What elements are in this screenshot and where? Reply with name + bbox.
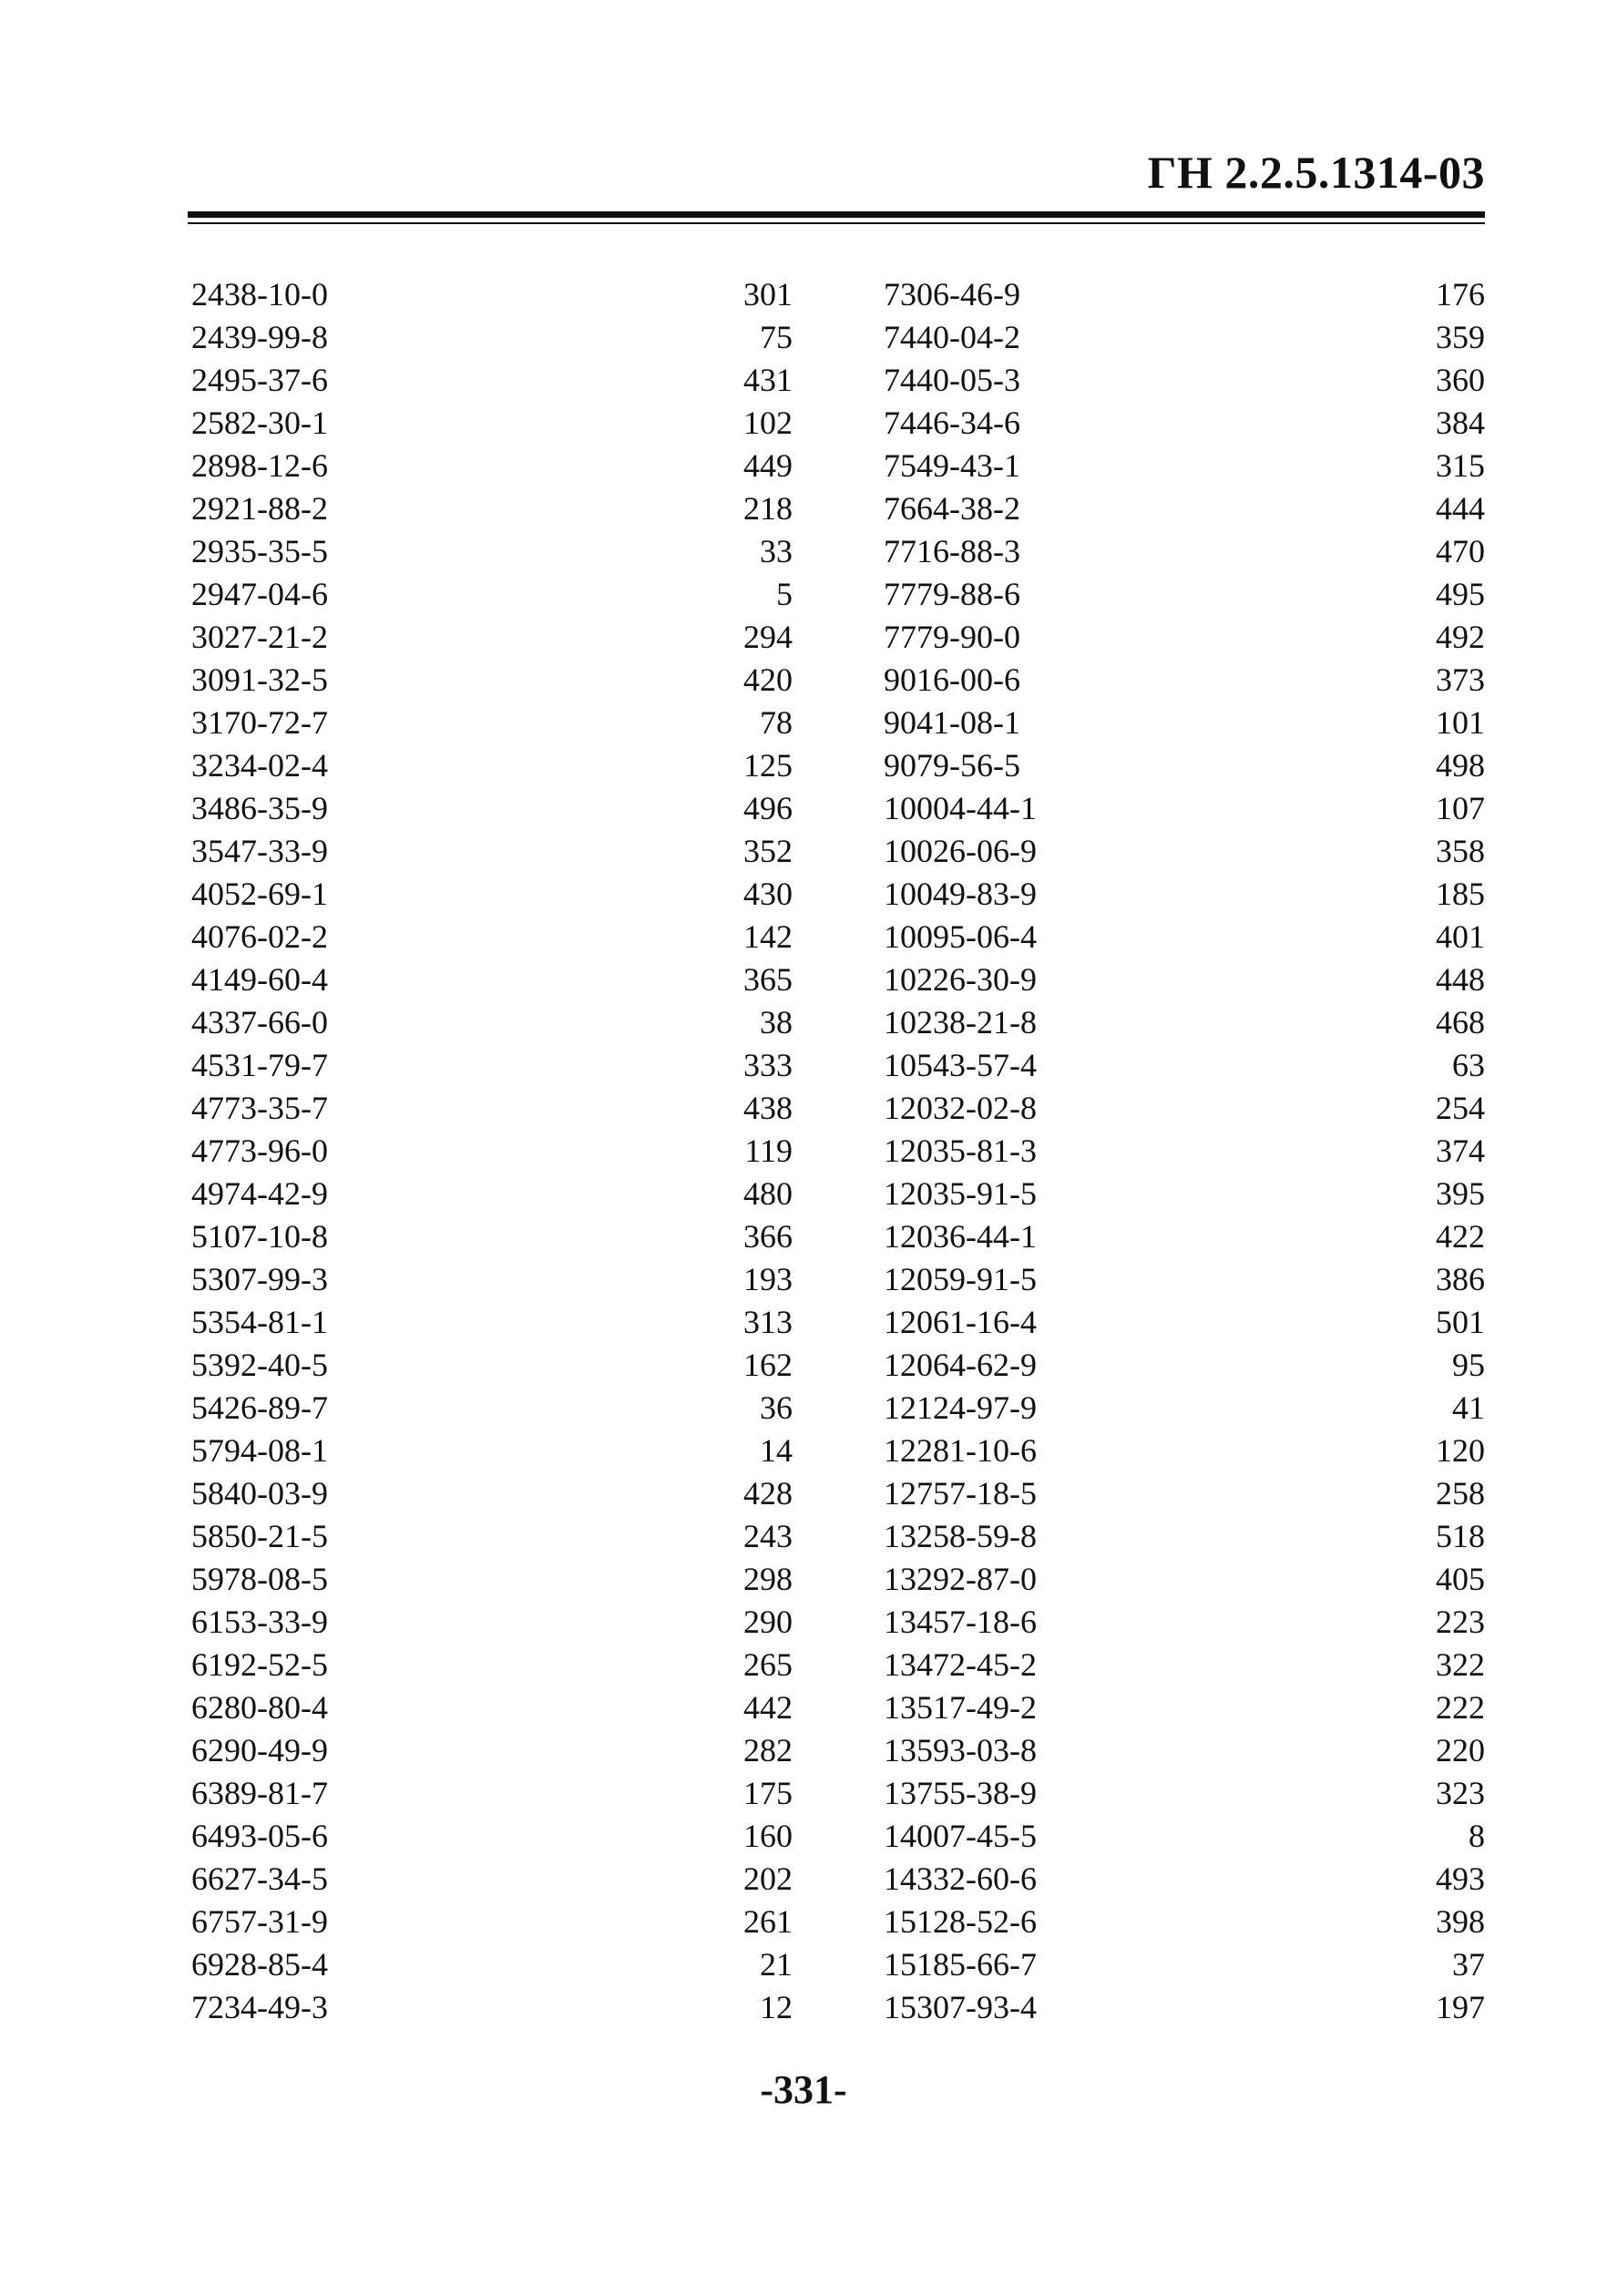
cas-number-left: 3027-21-2: [191, 619, 328, 655]
entry-number-left: 193: [743, 1261, 793, 1297]
cas-number-right: 12281-10-6: [884, 1432, 1037, 1469]
table-row: [191, 916, 1485, 958]
entry-number-right: 448: [1436, 961, 1485, 998]
entry-number-left: 313: [743, 1304, 793, 1340]
entry-number-right: 374: [1436, 1133, 1485, 1169]
cas-number-right: 7779-88-6: [884, 576, 1020, 612]
table-row: [191, 1686, 1485, 1729]
entry-number-left: 480: [743, 1175, 793, 1212]
entry-number-left: 431: [743, 362, 793, 398]
cas-number-right: 9016-00-6: [884, 661, 1020, 698]
table-row: [191, 445, 1485, 487]
table-row: [191, 487, 1485, 530]
table-row: [191, 1943, 1485, 1986]
table-row: [191, 359, 1485, 402]
cas-number-left: 6757-31-9: [191, 1903, 328, 1940]
entry-number-left: 14: [760, 1432, 793, 1469]
cas-number-left: 3091-32-5: [191, 661, 328, 698]
cas-number-right: 7716-88-3: [884, 533, 1020, 569]
entry-number-right: 185: [1436, 876, 1485, 912]
table-row: [191, 1601, 1485, 1644]
entry-number-left: 261: [743, 1903, 793, 1940]
cas-number-left: 4773-35-7: [191, 1090, 328, 1126]
table-row: [191, 830, 1485, 873]
cas-number-left: 3234-02-4: [191, 747, 328, 784]
cas-number-right: 9041-08-1: [884, 704, 1020, 741]
cas-number-left: 2438-10-0: [191, 276, 328, 313]
cas-number-right: 12032-02-8: [884, 1090, 1037, 1126]
header-rule-thin: [188, 222, 1485, 224]
cas-number-right: 12064-62-9: [884, 1347, 1037, 1383]
table-row: [191, 1044, 1485, 1087]
cas-number-right: 9079-56-5: [884, 747, 1020, 784]
entry-number-right: 468: [1436, 1004, 1485, 1040]
entry-number-right: 101: [1436, 704, 1485, 741]
entry-number-left: 78: [760, 704, 793, 741]
entry-number-right: 405: [1436, 1561, 1485, 1597]
table-row: [191, 1472, 1485, 1515]
entry-number-left: 438: [743, 1090, 793, 1126]
entry-number-right: 492: [1436, 619, 1485, 655]
entry-number-left: 142: [743, 918, 793, 955]
entry-number-left: 36: [760, 1389, 793, 1426]
cas-number-left: 5354-81-1: [191, 1304, 328, 1340]
entry-number-right: 120: [1436, 1432, 1485, 1469]
entry-number-right: 498: [1436, 747, 1485, 784]
entry-number-left: 218: [743, 490, 793, 527]
entry-number-right: 323: [1436, 1775, 1485, 1811]
table-row: [191, 1772, 1485, 1815]
entry-number-left: 333: [743, 1047, 793, 1083]
cas-number-left: 5840-03-9: [191, 1475, 328, 1512]
cas-number-left: 6389-81-7: [191, 1775, 328, 1811]
table-row: [191, 402, 1485, 445]
cas-number-right: 10543-57-4: [884, 1047, 1037, 1083]
entry-number-left: 430: [743, 876, 793, 912]
table-row: [191, 1986, 1485, 2029]
cas-number-left: 2439-99-8: [191, 319, 328, 355]
cas-number-left: 4337-66-0: [191, 1004, 328, 1040]
entry-number-left: 102: [743, 405, 793, 441]
cas-number-right: 13755-38-9: [884, 1775, 1037, 1811]
entry-number-right: 63: [1452, 1047, 1485, 1083]
entry-number-right: 315: [1436, 447, 1485, 484]
entry-number-right: 493: [1436, 1860, 1485, 1897]
cas-number-right: 13258-59-8: [884, 1518, 1037, 1554]
entry-number-left: 162: [743, 1347, 793, 1383]
entry-number-right: 518: [1436, 1518, 1485, 1554]
cas-number-left: 4052-69-1: [191, 876, 328, 912]
cas-number-left: 4076-02-2: [191, 918, 328, 955]
cas-number-left: 3170-72-7: [191, 704, 328, 741]
cas-number-right: 12124-97-9: [884, 1389, 1037, 1426]
cas-number-right: 7664-38-2: [884, 490, 1020, 527]
cas-number-right: 10238-21-8: [884, 1004, 1037, 1040]
cas-number-right: 7446-34-6: [884, 405, 1020, 441]
table-row: [191, 273, 1485, 316]
entry-number-left: 75: [760, 319, 793, 355]
document-code: ГН 2.2.5.1314-03: [1147, 147, 1485, 198]
table-row: [191, 573, 1485, 616]
entry-number-left: 366: [743, 1218, 793, 1255]
table-row: [191, 1130, 1485, 1173]
header-rule-thick: [188, 211, 1485, 218]
cas-number-left: 3486-35-9: [191, 790, 328, 826]
cas-number-right: 7779-90-0: [884, 619, 1020, 655]
entry-number-left: 442: [743, 1689, 793, 1726]
entry-number-left: 420: [743, 661, 793, 698]
cas-number-left: 6290-49-9: [191, 1732, 328, 1768]
table-row: [191, 1729, 1485, 1772]
cas-number-right: 12061-16-4: [884, 1304, 1037, 1340]
table-row: [191, 316, 1485, 359]
entry-number-left: 449: [743, 447, 793, 484]
table-row: [191, 659, 1485, 702]
cas-number-left: 2935-35-5: [191, 533, 328, 569]
cas-number-left: 2898-12-6: [191, 447, 328, 484]
cas-number-right: 13292-87-0: [884, 1561, 1037, 1597]
table-row: [191, 1430, 1485, 1472]
entry-number-left: 38: [760, 1004, 793, 1040]
table-row: [191, 616, 1485, 659]
entry-number-left: 290: [743, 1604, 793, 1640]
entry-number-right: 220: [1436, 1732, 1485, 1768]
cas-number-left: 5850-21-5: [191, 1518, 328, 1554]
cas-number-right: 7440-05-3: [884, 362, 1020, 398]
entry-number-right: 360: [1436, 362, 1485, 398]
entry-number-left: 33: [760, 533, 793, 569]
table-row: [191, 1901, 1485, 1943]
cas-number-right: 13472-45-2: [884, 1646, 1037, 1683]
table-row: [191, 1001, 1485, 1044]
entry-number-right: 386: [1436, 1261, 1485, 1297]
entry-number-left: 352: [743, 833, 793, 869]
entry-number-right: 8: [1469, 1818, 1485, 1854]
table-row: [191, 744, 1485, 787]
cas-number-left: 2495-37-6: [191, 362, 328, 398]
table-row: [191, 1515, 1485, 1558]
cas-number-left: 6627-34-5: [191, 1860, 328, 1897]
entry-number-right: 398: [1436, 1903, 1485, 1940]
cas-number-right: 12757-18-5: [884, 1475, 1037, 1512]
table-row: [191, 1387, 1485, 1430]
cas-number-right: 10226-30-9: [884, 961, 1037, 998]
cas-number-left: 2947-04-6: [191, 576, 328, 612]
entry-number-right: 401: [1436, 918, 1485, 955]
cas-index-table: [191, 273, 1485, 2029]
cas-number-right: 12059-91-5: [884, 1261, 1037, 1297]
entry-number-left: 301: [743, 276, 793, 313]
entry-number-right: 197: [1436, 1989, 1485, 2025]
entry-number-right: 358: [1436, 833, 1485, 869]
table-row: [191, 530, 1485, 573]
cas-number-right: 7549-43-1: [884, 447, 1020, 484]
entry-number-right: 258: [1436, 1475, 1485, 1512]
cas-number-left: 6493-05-6: [191, 1818, 328, 1854]
cas-number-left: 6153-33-9: [191, 1604, 328, 1640]
cas-number-left: 5426-89-7: [191, 1389, 328, 1426]
entry-number-right: 470: [1436, 533, 1485, 569]
table-row: [191, 787, 1485, 830]
cas-number-left: 4974-42-9: [191, 1175, 328, 1212]
cas-number-right: 12035-81-3: [884, 1133, 1037, 1169]
table-row: [191, 702, 1485, 744]
entry-number-left: 160: [743, 1818, 793, 1854]
cas-number-right: 14007-45-5: [884, 1818, 1037, 1854]
table-row: [191, 1558, 1485, 1601]
cas-number-right: 7306-46-9: [884, 276, 1020, 313]
entry-number-left: 202: [743, 1860, 793, 1897]
table-row: [191, 958, 1485, 1001]
entry-number-right: 495: [1436, 576, 1485, 612]
entry-number-left: 243: [743, 1518, 793, 1554]
table-row: [191, 1215, 1485, 1258]
entry-number-left: 5: [776, 576, 793, 612]
table-row: [191, 1344, 1485, 1387]
cas-number-right: 10026-06-9: [884, 833, 1037, 869]
table-row: [191, 873, 1485, 916]
cas-number-left: 2921-88-2: [191, 490, 328, 527]
entry-number-right: 422: [1436, 1218, 1485, 1255]
cas-number-left: 4531-79-7: [191, 1047, 328, 1083]
entry-number-right: 359: [1436, 319, 1485, 355]
table-row: [191, 1644, 1485, 1686]
entry-number-left: 175: [743, 1775, 793, 1811]
cas-number-right: 10095-06-4: [884, 918, 1037, 955]
entry-number-right: 37: [1452, 1946, 1485, 1983]
entry-number-left: 265: [743, 1646, 793, 1683]
entry-number-left: 298: [743, 1561, 793, 1597]
table-row: [191, 1858, 1485, 1901]
entry-number-left: 282: [743, 1732, 793, 1768]
entry-number-left: 294: [743, 619, 793, 655]
table-row: [191, 1815, 1485, 1858]
entry-number-right: 176: [1436, 276, 1485, 313]
cas-number-right: 13517-49-2: [884, 1689, 1037, 1726]
cas-number-right: 15128-52-6: [884, 1903, 1037, 1940]
entry-number-left: 365: [743, 961, 793, 998]
cas-number-right: 12035-91-5: [884, 1175, 1037, 1212]
entry-number-left: 428: [743, 1475, 793, 1512]
cas-number-right: 14332-60-6: [884, 1860, 1037, 1897]
cas-number-left: 6928-85-4: [191, 1946, 328, 1983]
cas-number-right: 13593-03-8: [884, 1732, 1037, 1768]
entry-number-left: 496: [743, 790, 793, 826]
cas-number-left: 6280-80-4: [191, 1689, 328, 1726]
cas-number-left: 5307-99-3: [191, 1261, 328, 1297]
entry-number-right: 95: [1452, 1347, 1485, 1383]
cas-number-right: 13457-18-6: [884, 1604, 1037, 1640]
table-row: [191, 1087, 1485, 1130]
entry-number-left: 21: [760, 1946, 793, 1983]
table-row: [191, 1301, 1485, 1344]
entry-number-right: 254: [1436, 1090, 1485, 1126]
page-number: -331-: [760, 2067, 847, 2112]
entry-number-right: 322: [1436, 1646, 1485, 1683]
cas-number-left: 7234-49-3: [191, 1989, 328, 2025]
entry-number-right: 444: [1436, 490, 1485, 527]
entry-number-right: 501: [1436, 1304, 1485, 1340]
entry-number-left: 119: [744, 1133, 793, 1169]
table-row: [191, 1173, 1485, 1215]
cas-number-right: 12036-44-1: [884, 1218, 1037, 1255]
cas-number-right: 10004-44-1: [884, 790, 1037, 826]
cas-number-left: 5978-08-5: [191, 1561, 328, 1597]
cas-number-left: 3547-33-9: [191, 833, 328, 869]
cas-number-right: 15185-66-7: [884, 1946, 1037, 1983]
entry-number-right: 395: [1436, 1175, 1485, 1212]
entry-number-right: 222: [1436, 1689, 1485, 1726]
entry-number-right: 384: [1436, 405, 1485, 441]
cas-number-left: 4149-60-4: [191, 961, 328, 998]
cas-number-right: 10049-83-9: [884, 876, 1037, 912]
cas-number-right: 15307-93-4: [884, 1989, 1037, 2025]
entry-number-right: 107: [1436, 790, 1485, 826]
entry-number-left: 125: [743, 747, 793, 784]
entry-number-right: 223: [1436, 1604, 1485, 1640]
cas-number-left: 5794-08-1: [191, 1432, 328, 1469]
entry-number-left: 12: [760, 1989, 793, 2025]
cas-number-left: 4773-96-0: [191, 1133, 328, 1169]
entry-number-right: 41: [1452, 1389, 1485, 1426]
cas-number-left: 6192-52-5: [191, 1646, 328, 1683]
cas-number-left: 2582-30-1: [191, 405, 328, 441]
cas-number-left: 5107-10-8: [191, 1218, 328, 1255]
cas-number-right: 7440-04-2: [884, 319, 1020, 355]
entry-number-right: 373: [1436, 661, 1485, 698]
cas-number-left: 5392-40-5: [191, 1347, 328, 1383]
table-row: [191, 1258, 1485, 1301]
